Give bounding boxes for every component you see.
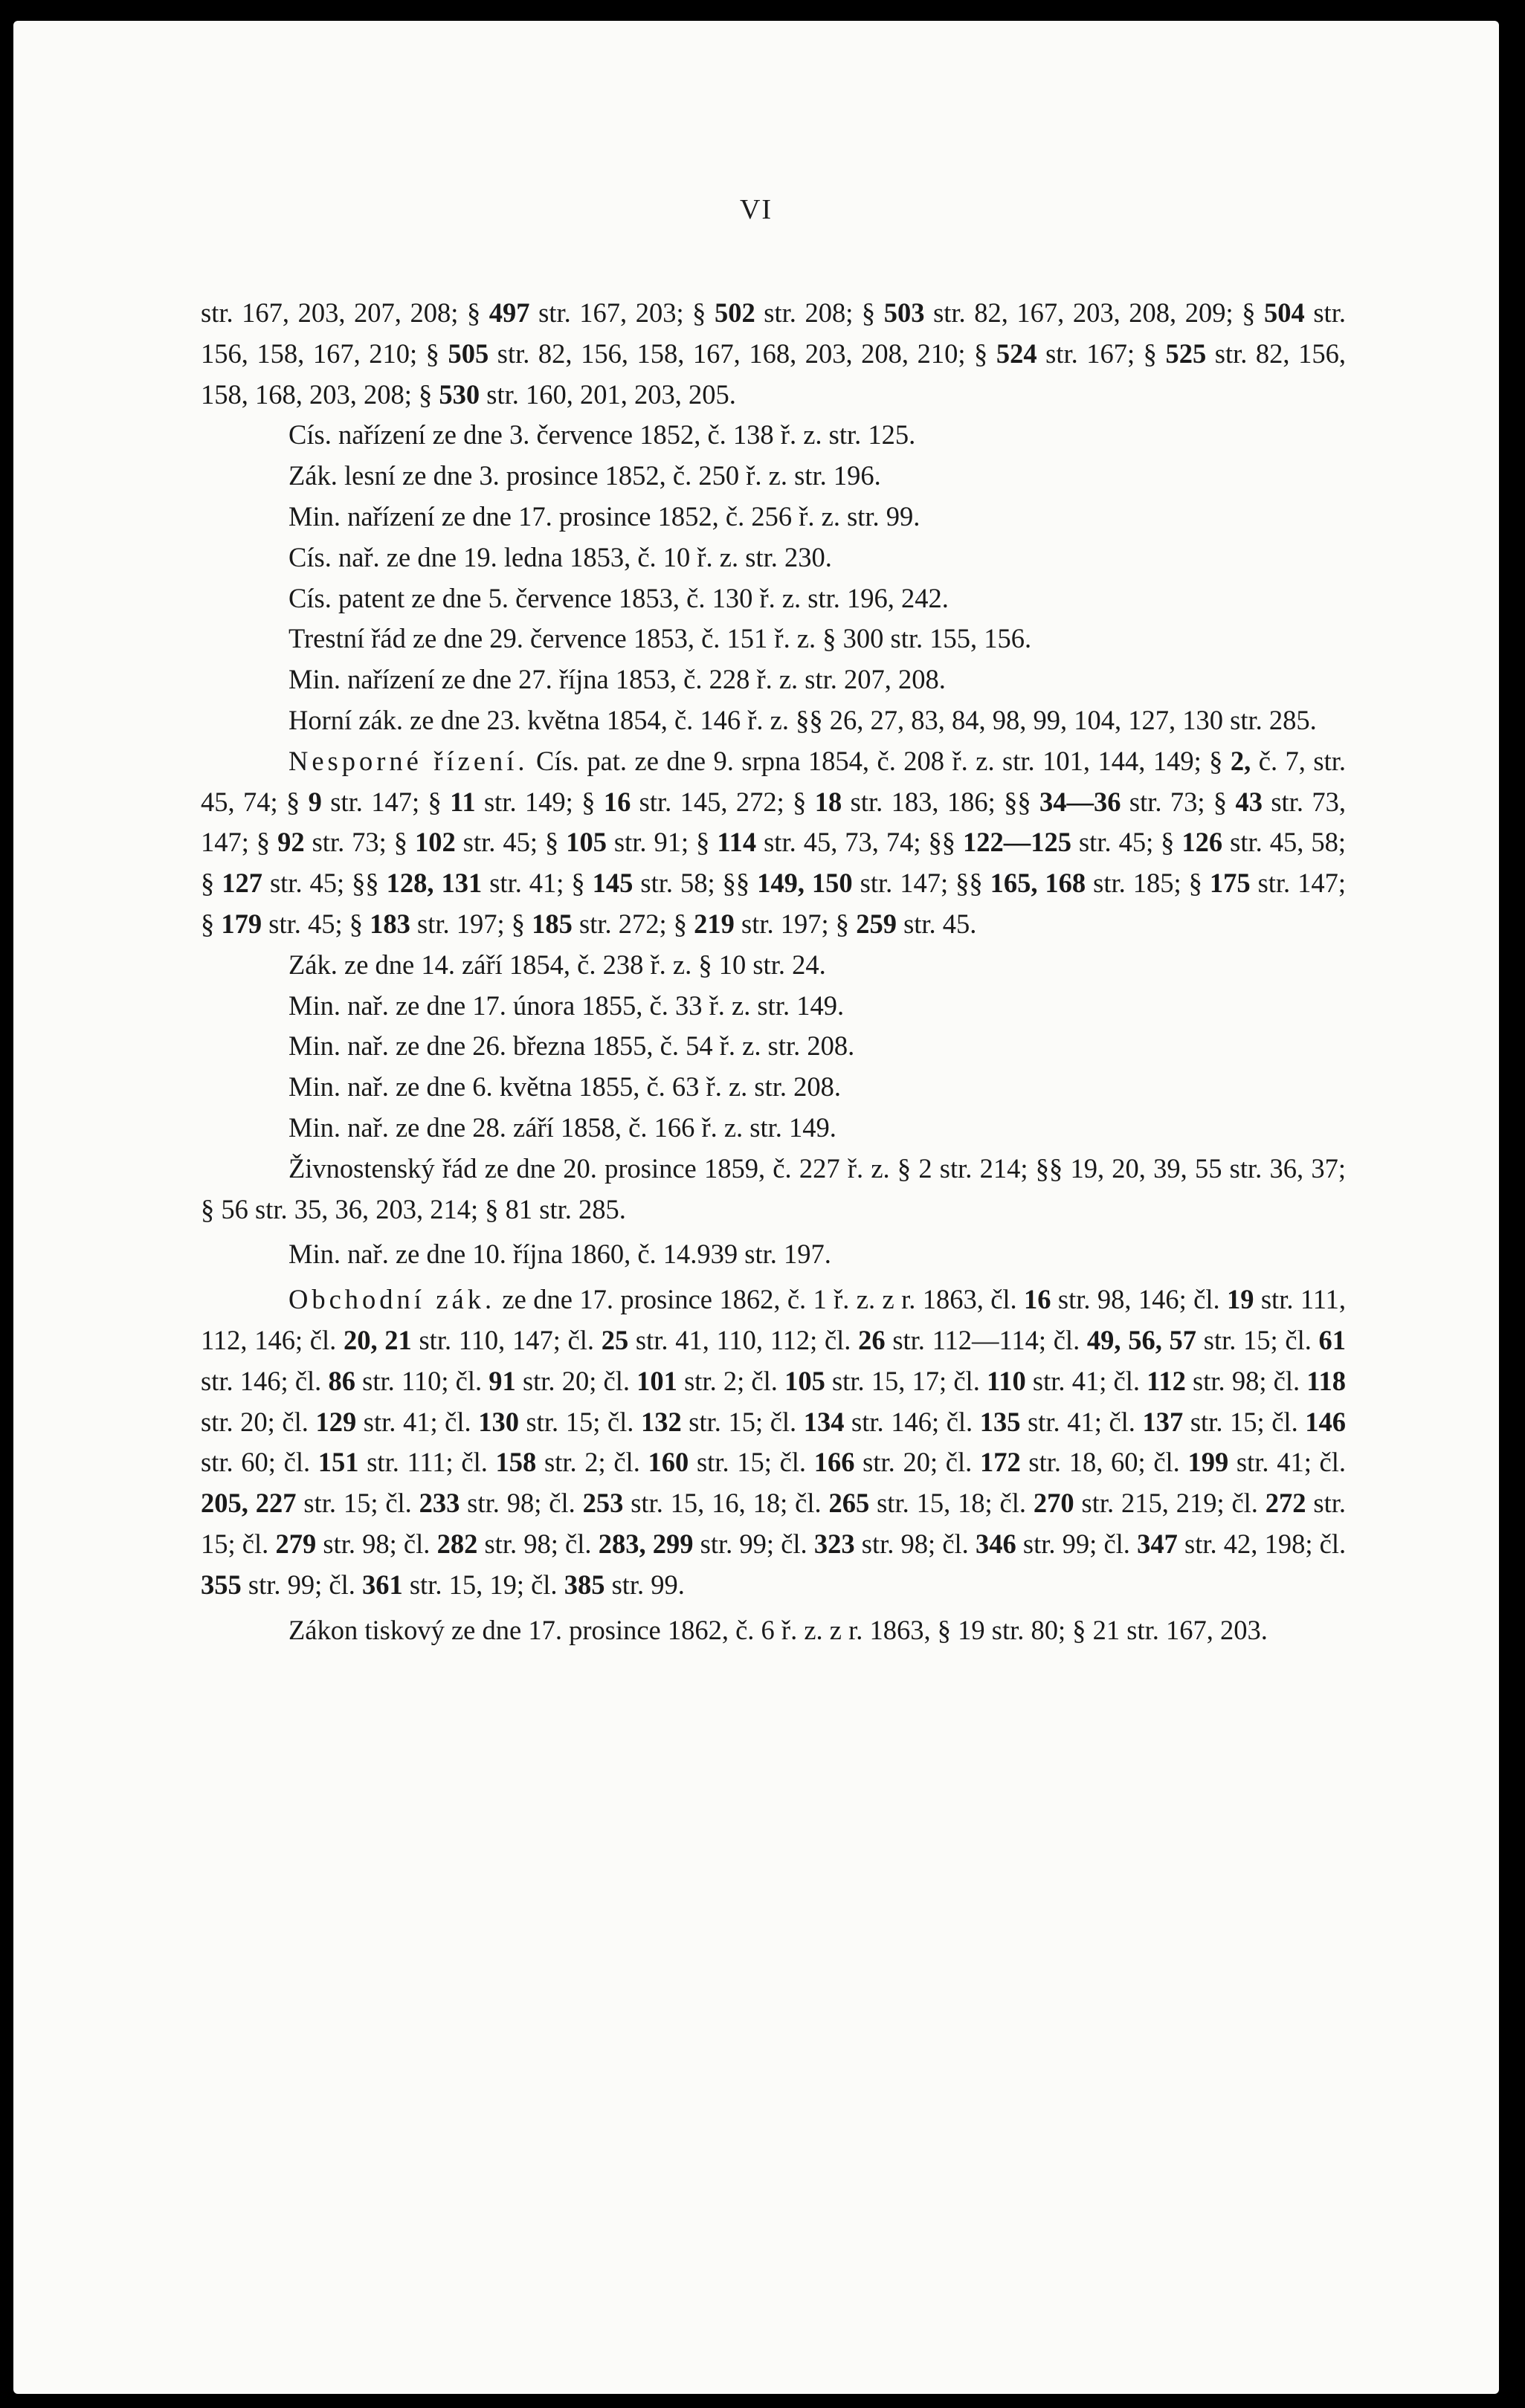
section-number: 503 bbox=[883, 297, 925, 328]
entry-text: str. 45, 58; § bbox=[201, 827, 1346, 899]
entry-text: Zák. ze dne 14. září 1854, č. 238 ř. z. § 10 str. 24. bbox=[288, 949, 826, 980]
entry-text: str. 160, 201, 203, 205. bbox=[480, 378, 736, 410]
section-number: 110 bbox=[987, 1365, 1026, 1396]
entry-text: str. 99; čl. bbox=[241, 1569, 362, 1600]
entry-text: str. 215, 219; čl. bbox=[1074, 1488, 1266, 1519]
section-number: 20, 21 bbox=[343, 1324, 412, 1355]
entry-text: Cís. pat. ze dne 9. srpna 1854, č. 208 ř. z. str. 101, 144, 149; § bbox=[528, 745, 1231, 776]
section-number: 16 bbox=[1024, 1284, 1051, 1315]
entry-text: str. 82, 156, 158, 167, 168, 203, 208, 210; § bbox=[489, 338, 996, 369]
entry-text: str. 185; § bbox=[1086, 868, 1210, 899]
section-number: 259 bbox=[856, 908, 897, 939]
entry-text: Trestní řád ze dne 29. července 1853, č. 151 ř. z. § 300 str. 155, 156. bbox=[288, 623, 1032, 654]
section-number: 166 bbox=[813, 1447, 855, 1478]
entry-text: str. 20; čl. bbox=[854, 1447, 980, 1478]
entry-text: str. 110; čl. bbox=[355, 1365, 489, 1396]
entry-text: str. 99. bbox=[604, 1569, 685, 1600]
section-number: 279 bbox=[275, 1528, 317, 1559]
section-number: 179 bbox=[221, 908, 262, 939]
entry-text: str. 197; § bbox=[734, 908, 857, 939]
index-entry bbox=[201, 1279, 1346, 1605]
entry-text: Cís. nař. ze dne 19. ledna 1853, č. 10 ř. z. str. 230. bbox=[288, 541, 832, 572]
index-entry bbox=[201, 659, 1346, 700]
entry-text: str. 45; § bbox=[1071, 827, 1182, 858]
section-number: 102 bbox=[415, 827, 456, 858]
section-number: 25 bbox=[601, 1324, 629, 1355]
section-number: 128, 131 bbox=[386, 868, 483, 899]
entry-text: str. 15; čl. bbox=[296, 1488, 419, 1519]
index-entry bbox=[201, 293, 1346, 415]
section-number: 130 bbox=[478, 1406, 519, 1437]
section-number: 151 bbox=[317, 1447, 359, 1478]
section-number: 361 bbox=[361, 1569, 403, 1600]
section-number: 355 bbox=[201, 1569, 242, 1600]
section-number: 149, 150 bbox=[757, 868, 853, 899]
section-number: 183 bbox=[370, 908, 410, 939]
entry-text: Min. nař. ze dne 26. března 1855, č. 54 ř. z. str. 208. bbox=[288, 1030, 855, 1062]
entry-text: str. 41; čl. bbox=[1025, 1365, 1147, 1396]
section-number: 253 bbox=[582, 1488, 624, 1519]
entry-text: Zákon tiskový ze dne 17. prosince 1862, č. 6 ř. z. z r. 1863, § 19 str. 80; § 21 str. 167, 203. bbox=[288, 1614, 1268, 1645]
section-number: 265 bbox=[828, 1488, 870, 1519]
section-number: 118 bbox=[1306, 1365, 1347, 1396]
section-number: 502 bbox=[714, 297, 755, 328]
section-number: 11 bbox=[450, 786, 476, 817]
entry-text: str. 2; čl. bbox=[677, 1365, 785, 1396]
index-entry bbox=[201, 1234, 1346, 1275]
section-number: 145 bbox=[592, 868, 633, 899]
entry-text: str. 147; §§ bbox=[852, 868, 990, 899]
entry-text: Horní zák. ze dne 23. května 1854, č. 146 ř. z. §§ 26, 27, 83, 84, 98, 99, 104, 127, 130 str. 285. bbox=[288, 704, 1317, 735]
entry-text: Zák. lesní ze dne 3. prosince 1852, č. 250 ř. z. str. 196. bbox=[288, 460, 881, 491]
section-number: 86 bbox=[328, 1365, 355, 1396]
entry-text: str. 167, 203, 207, 208; § bbox=[201, 297, 489, 328]
section-number: 19 bbox=[1226, 1284, 1254, 1315]
entry-text: str. 20; čl. bbox=[515, 1365, 637, 1396]
entry-text: str. 45, 73, 74; §§ bbox=[756, 827, 963, 858]
entry-text: str. 15, 19; čl. bbox=[402, 1569, 564, 1600]
index-entry bbox=[201, 538, 1346, 578]
entry-text: str. 15; čl. bbox=[1183, 1406, 1306, 1437]
entry-text: str. 167; § bbox=[1036, 338, 1166, 369]
section-number: 137 bbox=[1142, 1406, 1184, 1437]
entry-text: str. 2; čl. bbox=[536, 1447, 648, 1478]
index-entry bbox=[201, 945, 1346, 986]
section-number: 114 bbox=[717, 827, 757, 858]
section-number: 105 bbox=[784, 1365, 825, 1396]
entry-text: str. 15; čl. bbox=[689, 1447, 814, 1478]
section-number: 43 bbox=[1235, 786, 1263, 817]
entry-text: str. 111, 112, 146; čl. bbox=[201, 1284, 1347, 1355]
section-number: 91 bbox=[489, 1365, 516, 1396]
entry-text: str. 272; § bbox=[572, 908, 694, 939]
entry-text: str. 183, 186; §§ bbox=[842, 786, 1039, 817]
index-entry bbox=[201, 986, 1346, 1027]
section-number: 283, 299 bbox=[598, 1528, 694, 1559]
entry-text: str. 15; čl. bbox=[201, 1488, 1347, 1559]
index-entry bbox=[201, 1610, 1346, 1651]
section-number: 132 bbox=[640, 1406, 682, 1437]
index-text-block bbox=[201, 293, 1346, 1650]
entry-text: str. 110, 147; čl. bbox=[411, 1324, 602, 1355]
entry-text: str. 41; čl. bbox=[1020, 1406, 1143, 1437]
entry-text: str. 41, 110, 112; čl. bbox=[628, 1324, 859, 1355]
entry-text: str. 58; §§ bbox=[633, 868, 758, 899]
section-number: 504 bbox=[1264, 297, 1305, 328]
index-entry bbox=[201, 619, 1346, 659]
entry-text: str. 208; § bbox=[755, 297, 884, 328]
entry-text: Min. nař. ze dne 17. února 1855, č. 33 ř. z. str. 149. bbox=[288, 990, 845, 1021]
entry-text: str. 15; čl. bbox=[681, 1406, 804, 1437]
entry-text: str. 73, 147; § bbox=[201, 786, 1346, 858]
section-number: 34—36 bbox=[1039, 786, 1121, 817]
section-number: 122—125 bbox=[963, 827, 1071, 858]
section-number: 18 bbox=[814, 786, 842, 817]
index-entry bbox=[201, 415, 1346, 456]
section-number: 134 bbox=[803, 1406, 845, 1437]
section-number: 158 bbox=[495, 1447, 537, 1478]
section-number: 270 bbox=[1033, 1488, 1074, 1519]
index-entry bbox=[201, 497, 1346, 538]
entry-text: Obchodní zák. bbox=[288, 1284, 496, 1315]
entry-text: str. 147; § bbox=[201, 868, 1347, 939]
entry-text: str. 98; čl. bbox=[460, 1488, 583, 1519]
entry-text: Nesporné řízení. bbox=[288, 745, 529, 776]
entry-text: str. 42, 198; čl. bbox=[1177, 1528, 1347, 1559]
section-number: 282 bbox=[436, 1528, 478, 1559]
entry-text: str. 82, 156, 158, 168, 203, 208; § bbox=[201, 338, 1346, 410]
index-entry bbox=[201, 1149, 1346, 1230]
section-number: 525 bbox=[1165, 338, 1207, 369]
section-number: 16 bbox=[603, 786, 631, 817]
section-number: 505 bbox=[448, 338, 489, 369]
index-entry bbox=[201, 1067, 1346, 1108]
entry-text: Min. nař. ze dne 10. října 1860, č. 14.939 str. 197. bbox=[288, 1239, 831, 1270]
entry-text: str. 197; § bbox=[410, 908, 532, 939]
section-number: 346 bbox=[975, 1528, 1016, 1559]
book-page bbox=[13, 21, 1499, 2394]
entry-text: str. 41; čl. bbox=[356, 1406, 479, 1437]
entry-text: č. 7, str. 45, 74; § bbox=[201, 745, 1346, 817]
entry-text: str. 15, 17; čl. bbox=[825, 1365, 987, 1396]
entry-text: str. 98; čl. bbox=[477, 1528, 599, 1559]
section-number: 127 bbox=[222, 868, 262, 899]
index-entry bbox=[201, 1108, 1346, 1149]
entry-text: str. 112—114; čl. bbox=[885, 1324, 1087, 1355]
entry-text: str. 167, 203; § bbox=[529, 297, 715, 328]
section-number: 199 bbox=[1187, 1447, 1229, 1478]
entry-text: str. 98; čl. bbox=[854, 1528, 976, 1559]
entry-text: str. 145, 272; § bbox=[631, 786, 815, 817]
entry-text: str. 98, 146; čl. bbox=[1051, 1284, 1227, 1315]
entry-text: str. 156, 158, 167, 210; § bbox=[201, 297, 1346, 369]
entry-text: str. 60; čl. bbox=[201, 1447, 318, 1478]
index-entry bbox=[201, 456, 1346, 497]
section-number: 9 bbox=[308, 786, 322, 817]
entry-text: Min. nař. ze dne 6. května 1855, č. 63 ř. z. str. 208. bbox=[288, 1071, 842, 1103]
entry-text: ze dne 17. prosince 1862, č. 1 ř. z. z r. 1863, čl. bbox=[495, 1284, 1025, 1315]
section-number: 160 bbox=[648, 1447, 689, 1478]
section-number: 385 bbox=[564, 1569, 605, 1600]
entry-text: str. 98; čl. bbox=[1185, 1365, 1307, 1396]
section-number: 323 bbox=[813, 1528, 855, 1559]
section-number: 26 bbox=[858, 1324, 886, 1355]
entry-text: str. 146; čl. bbox=[844, 1406, 980, 1437]
section-number: 497 bbox=[489, 297, 530, 328]
page-number: VI bbox=[739, 194, 773, 225]
entry-text: str. 15, 18; čl. bbox=[869, 1488, 1034, 1519]
entry-text: str. 98; čl. bbox=[316, 1528, 437, 1559]
entry-text: str. 45; § bbox=[455, 827, 567, 858]
entry-text: Min. nař. ze dne 28. září 1858, č. 166 ř. z. str. 149. bbox=[288, 1111, 836, 1143]
section-number: 129 bbox=[315, 1406, 357, 1437]
section-number: 49, 56, 57 bbox=[1086, 1324, 1197, 1355]
entry-text: str. 15; čl. bbox=[1196, 1324, 1319, 1355]
section-number: 524 bbox=[996, 338, 1037, 369]
section-number: 185 bbox=[532, 908, 573, 939]
entry-text: str. 91; § bbox=[606, 827, 718, 858]
entry-text: str. 45; § bbox=[262, 908, 370, 939]
section-number: 105 bbox=[566, 827, 607, 858]
entry-text: str. 99; čl. bbox=[693, 1528, 814, 1559]
section-number: 205, 227 bbox=[201, 1488, 297, 1519]
entry-text: Min. nařízení ze dne 17. prosince 1852, č. 256 ř. z. str. 99. bbox=[288, 500, 921, 532]
entry-text: str. 41; § bbox=[482, 868, 593, 899]
section-number: 165, 168 bbox=[990, 868, 1086, 899]
section-number: 101 bbox=[636, 1365, 677, 1396]
entry-text: Živnostenský řád ze dne 20. prosince 1859, č. 227 ř. z. § 2 str. 214; §§ 19, 20, 39, 55 str. 36, 37; § 56 str. 35, 36, 203, 214; § 81 str. 285. bbox=[201, 1152, 1346, 1224]
index-entry bbox=[201, 700, 1346, 741]
entry-text: str. 45; §§ bbox=[262, 868, 387, 899]
section-number: 233 bbox=[419, 1488, 460, 1519]
section-number: 61 bbox=[1318, 1324, 1347, 1355]
section-number: 172 bbox=[979, 1447, 1021, 1478]
entry-text: str. 99; čl. bbox=[1016, 1528, 1138, 1559]
entry-text: str. 73; § bbox=[304, 827, 416, 858]
section-number: 530 bbox=[439, 378, 480, 410]
section-number: 92 bbox=[277, 827, 305, 858]
entry-text: Cís. patent ze dne 5. července 1853, č. 130 ř. z. str. 196, 242. bbox=[288, 582, 949, 613]
entry-text: str. 149; § bbox=[475, 786, 604, 817]
section-number: 135 bbox=[979, 1406, 1021, 1437]
section-number: 347 bbox=[1137, 1528, 1178, 1559]
entry-text: str. 18, 60; čl. bbox=[1020, 1447, 1188, 1478]
entry-text: str. 146; čl. bbox=[201, 1365, 329, 1396]
section-number: 175 bbox=[1209, 868, 1251, 899]
entry-text: Cís. nařízení ze dne 3. července 1852, č. 138 ř. z. str. 125. bbox=[288, 419, 916, 451]
entry-text: str. 73; § bbox=[1121, 786, 1236, 817]
entry-text: str. 82, 167, 203, 208, 209; § bbox=[924, 297, 1265, 328]
entry-text: str. 20; čl. bbox=[201, 1406, 316, 1437]
entry-text: str. 41; čl. bbox=[1228, 1447, 1347, 1478]
section-number: 219 bbox=[694, 908, 735, 939]
entry-text: str. 111; čl. bbox=[358, 1447, 496, 1478]
entry-text: str. 147; § bbox=[321, 786, 451, 817]
section-number: 126 bbox=[1181, 827, 1223, 858]
section-number: 272 bbox=[1265, 1488, 1306, 1519]
section-number: 112 bbox=[1147, 1365, 1186, 1396]
section-number: 2, bbox=[1230, 745, 1251, 776]
entry-text: str. 15, 16, 18; čl. bbox=[623, 1488, 829, 1519]
index-entry bbox=[201, 741, 1346, 945]
section-number: 146 bbox=[1305, 1406, 1347, 1437]
index-entry bbox=[201, 578, 1346, 619]
entry-text: str. 45. bbox=[896, 908, 977, 939]
index-entry bbox=[201, 1026, 1346, 1067]
entry-text: str. 15; čl. bbox=[518, 1406, 641, 1437]
entry-text: Min. nařízení ze dne 27. října 1853, č. 228 ř. z. str. 207, 208. bbox=[288, 664, 946, 695]
